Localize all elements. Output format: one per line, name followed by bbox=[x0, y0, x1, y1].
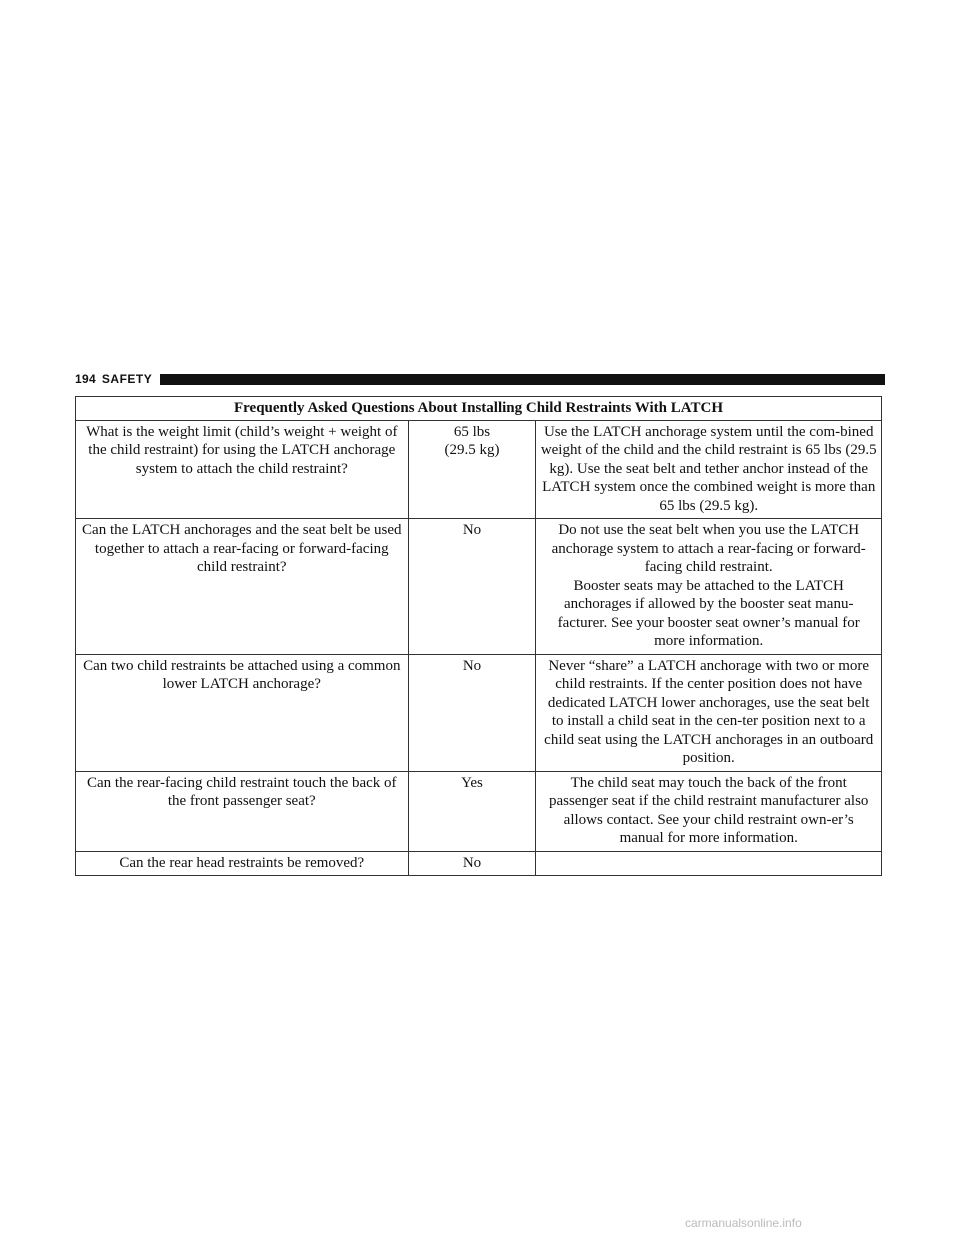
answer-cell bbox=[408, 519, 536, 655]
section-title: SAFETY bbox=[101, 372, 153, 386]
answer-line: (29.5 kg) bbox=[444, 442, 500, 458]
details-paragraph: Booster seats may be attached to the LATCH anchorages if allowed by the booster seat manu-facturer. See your booster seat owner’s manual for more information. bbox=[557, 577, 860, 649]
answer-line: Yes bbox=[461, 774, 483, 791]
table-title-row bbox=[76, 397, 882, 421]
details-paragraph: Use the LATCH anchorage system until the com-bined weight of the child and the child restraint is 65 lbs (29.5 kg). Use the seat belt and tether anchor instead of the LATCH system once the combined weight is more than 65 lbs (29.5 kg). bbox=[540, 423, 877, 514]
question-cell: Can the LATCH anchorages and the seat belt be used together to attach a rear-facing or forward-facing child restraint? bbox=[76, 519, 409, 655]
watermark: carmanualsonline.info bbox=[685, 1216, 802, 1230]
faq-body bbox=[76, 420, 882, 876]
details-paragraph: Never “share” a LATCH anchorage with two or more child restraints. If the center position does not have dedicated LATCH lower anchorages, use the seat belt to install a child seat in the cen-ter position next to a child seat using the LATCH anchorages in an outboard position. bbox=[544, 657, 874, 766]
answer-line: No bbox=[462, 854, 482, 871]
details-paragraph: The child seat may touch the back of the front passenger seat if the child restraint manufacturer also allows contact. See your child restraint own-er’s manual for more information. bbox=[548, 774, 869, 846]
answer-line: 65 lbs bbox=[453, 423, 491, 440]
answer-line: No bbox=[462, 522, 482, 538]
details-cell bbox=[536, 771, 882, 851]
answer-line: No bbox=[462, 657, 482, 674]
details-cell bbox=[536, 654, 882, 771]
answer-cell bbox=[408, 851, 536, 876]
page-number: 194 bbox=[75, 372, 96, 386]
table-row bbox=[76, 420, 882, 519]
faq-table bbox=[75, 396, 882, 876]
table-row bbox=[76, 771, 882, 851]
question-cell: Can two child restraints be attached using a common lower LATCH anchorage? bbox=[76, 654, 409, 771]
details-cell bbox=[536, 519, 882, 655]
details-paragraph: Do not use the seat belt when you use the LATCH anchorage system to attach a rear-facing or forward-facing child restraint. bbox=[551, 522, 866, 575]
details-cell bbox=[536, 851, 882, 876]
table-row bbox=[76, 851, 882, 876]
question-cell: Can the rear head restraints be removed? bbox=[76, 851, 409, 876]
question-cell: What is the weight limit (child’s weight + weight of the child restraint) for using the LATCH anchorage system to attach the child restraint? bbox=[76, 420, 409, 519]
question-cell: Can the rear-facing child restraint touch the back of the front passenger seat? bbox=[76, 771, 409, 851]
answer-cell bbox=[408, 771, 536, 851]
header-rule bbox=[160, 374, 885, 385]
details-cell bbox=[536, 420, 882, 519]
table-title: Frequently Asked Questions About Installing Child Restraints With LATCH bbox=[76, 397, 882, 421]
answer-cell bbox=[408, 654, 536, 771]
answer-cell bbox=[408, 420, 536, 519]
table-row bbox=[76, 654, 882, 771]
page-header bbox=[75, 372, 885, 386]
table-row bbox=[76, 519, 882, 655]
